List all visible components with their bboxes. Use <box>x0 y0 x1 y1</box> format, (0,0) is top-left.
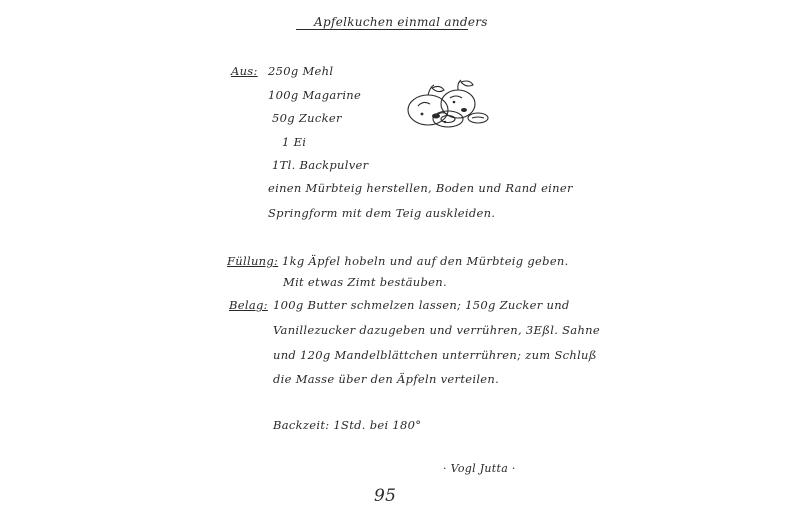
instruction-line: Vanillezucker dazugeben und verrühren, 3Eßl. Sahne <box>273 323 600 337</box>
ingredient-item: 50g Zucker <box>272 111 342 125</box>
section-label-belag: Belag: <box>229 298 268 312</box>
baking-time: Backzeit: 1Std. bei 180° <box>273 418 422 432</box>
ingredient-item: 250g Mehl <box>268 64 334 78</box>
title-underline <box>296 29 468 30</box>
instruction-line: Mit etwas Zimt bestäuben. <box>283 275 447 289</box>
apples-illustration-icon <box>398 74 492 132</box>
ingredient-item: 1Tl. Backpulver <box>272 158 369 172</box>
recipe-title: Apfelkuchen einmal anders <box>314 15 488 29</box>
instruction-line: die Masse über den Äpfeln verteilen. <box>273 372 500 386</box>
instruction-line: 1kg Äpfel hobeln und auf den Mürbteig geben. <box>282 254 569 268</box>
instruction-line: 100g Butter schmelzen lassen; 150g Zucker und <box>273 298 570 312</box>
ingredient-item: 1 Ei <box>282 135 307 149</box>
ingredient-item: 100g Magarine <box>268 88 362 102</box>
page-number: 95 <box>374 486 397 506</box>
instruction-line: einen Mürbteig herstellen, Boden und Rand einer <box>268 181 573 195</box>
section-label-fuellung: Füllung: <box>227 254 279 268</box>
instruction-line: und 120g Mandelblättchen unterrühren; zum Schluß <box>273 348 597 362</box>
signature: · Vogl Jutta · <box>443 462 516 475</box>
section-label-aus: Aus: <box>231 64 258 78</box>
instruction-line: Springform mit dem Teig auskleiden. <box>268 206 496 220</box>
